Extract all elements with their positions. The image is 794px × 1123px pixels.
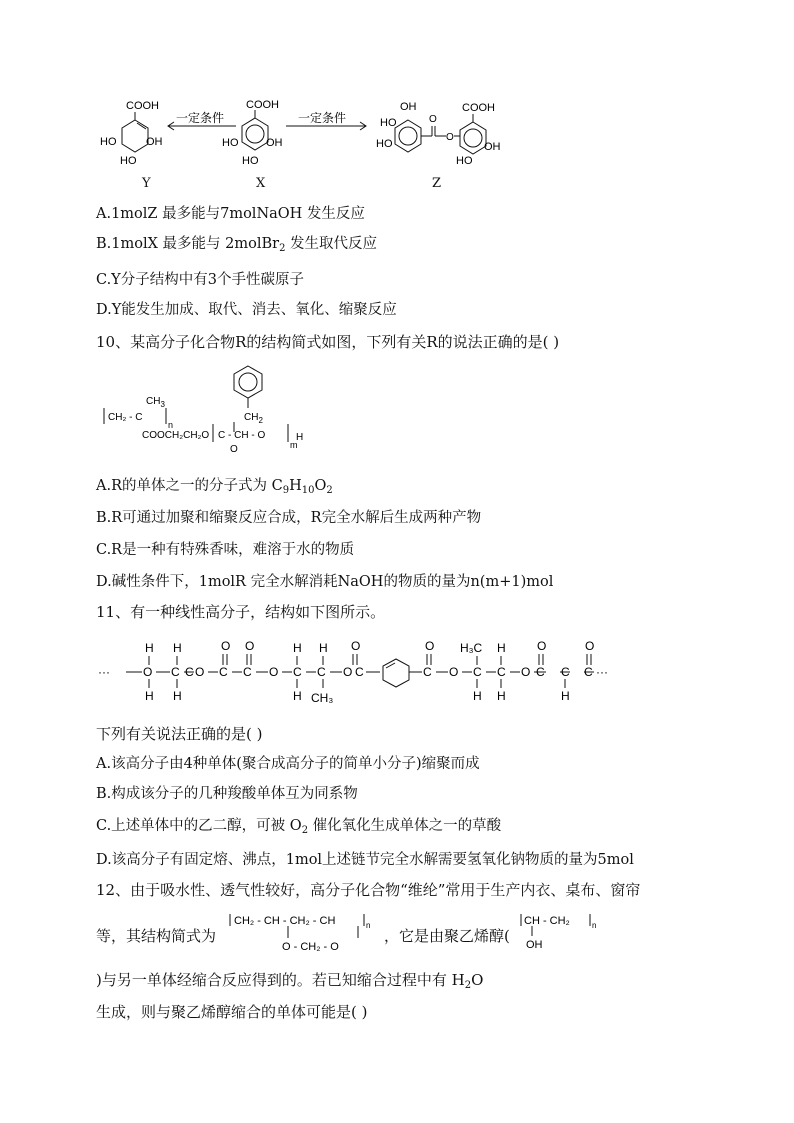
- q10-option-a: [96, 476, 333, 501]
- vinylon-bottom: O - CH₂ - O: [282, 941, 339, 953]
- molecule-z: [395, 114, 486, 154]
- q9-option-b-tail: 发生取代反应: [285, 236, 378, 252]
- svg-text:C: C: [584, 665, 593, 679]
- svg-text:O: O: [351, 639, 361, 653]
- q10-m: m: [290, 440, 298, 450]
- svg-text:O: O: [269, 665, 279, 679]
- svg-text:O: O: [245, 639, 255, 653]
- label-y: Y: [142, 176, 151, 191]
- q10-option-a-sub2: 10: [301, 485, 315, 496]
- svg-text:H: H: [319, 641, 328, 655]
- svg-text:O: O: [425, 639, 435, 653]
- svg-text:H: H: [173, 641, 182, 655]
- q10-o: O: [230, 444, 238, 455]
- z-oh-top: OH: [400, 101, 417, 113]
- y-ho2-label: HO: [120, 155, 137, 167]
- z-ho2-label: HO: [376, 138, 393, 150]
- svg-text:O: O: [343, 665, 353, 679]
- q9-option-b: [96, 234, 377, 259]
- svg-text:···: ···: [596, 665, 608, 679]
- y-ho-label: HO: [100, 136, 117, 148]
- svg-text:C: C: [293, 665, 302, 679]
- svg-text:C: C: [536, 665, 545, 679]
- svg-text:O: O: [585, 639, 595, 653]
- q11-atoms: [98, 639, 608, 705]
- q10-option-a-mid: H: [289, 478, 302, 494]
- x-cooh-label: COOH: [246, 99, 279, 111]
- q12-stem-2b: ，它是由聚乙烯醇(: [384, 927, 510, 945]
- q10-option-a-sub3: 2: [326, 485, 333, 496]
- q10-c-link: C - CH - O: [218, 430, 266, 441]
- svg-text:O: O: [143, 665, 153, 679]
- q10-stem: 10、某高分子化合物R的结构简式如图，下列有关R的说法正确的是( ): [96, 333, 560, 351]
- svg-text:O: O: [221, 639, 231, 653]
- q10-ch3: $CH_3$: [146, 396, 165, 409]
- z-ho3-label: HO: [456, 155, 473, 167]
- svg-text:C: C: [317, 665, 326, 679]
- svg-text:C: C: [561, 665, 570, 679]
- q9-option-d: D.Y能发生加成、取代、消去、氧化、缩聚反应: [96, 302, 397, 318]
- label-z: Z: [432, 176, 442, 191]
- q10-option-b: B.R可通过加聚和缩聚反应合成，R完全水解后生成两种产物: [96, 510, 482, 526]
- q10-structure: [96, 362, 316, 462]
- q10-h: H: [296, 432, 304, 443]
- q10-option-a-pre: A.R的单体之一的分子式为 C: [96, 478, 283, 494]
- svg-text:O: O: [195, 665, 205, 679]
- q11-polymer-chain: [96, 632, 636, 712]
- svg-text:C: C: [185, 665, 194, 679]
- q10-ch2: $CH_2$: [244, 412, 263, 425]
- molecule-x: [242, 110, 268, 150]
- molecule-y: [122, 112, 148, 152]
- q9-reaction-scheme: [90, 92, 530, 192]
- vinylon-n: n: [366, 921, 371, 930]
- vinylon-top: CH₂ - CH - CH₂ - CH: [234, 915, 336, 927]
- label-x: X: [256, 176, 266, 191]
- q9-option-c: C.Y分子结构中有3个手性碳原子: [96, 272, 304, 288]
- svg-text:O: O: [537, 639, 547, 653]
- svg-text:C: C: [355, 665, 364, 679]
- svg-text:H: H: [145, 689, 154, 703]
- svg-text:C: C: [497, 665, 506, 679]
- pva-n: n: [592, 921, 597, 930]
- q10-left-chain: CH₂ - C: [108, 412, 143, 423]
- svg-text:CH₃: CH₃: [311, 691, 334, 705]
- q9-option-b-sub: 2: [279, 243, 286, 254]
- q11-option-d: D.该高分子有固定熔、沸点，1mol上述链节完全水解需要氢氧化钠物质的量为5mol: [96, 852, 634, 868]
- vinylon-structure: [226, 908, 376, 956]
- q12-stem-3: [96, 970, 483, 996]
- q12-stem-1: 12、由于吸水性、透气性较好，高分子化合物“维纶”常用于生产内衣、桌布、窗帘: [96, 881, 641, 899]
- q10-n: n: [168, 420, 174, 430]
- pva-top: CH - CH₂: [524, 915, 570, 927]
- q12-stem-3-text: )与另一单体经缩合反应得到的。若已知缩合过程中有 H: [96, 971, 465, 989]
- arrow-left-label: 一定条件: [176, 111, 225, 125]
- pva-oh: OH: [526, 939, 543, 951]
- y-oh-label: OH: [146, 136, 163, 148]
- x-ho2-label: HO: [242, 155, 259, 167]
- arrow-right-label: 一定条件: [298, 111, 347, 125]
- svg-text:H: H: [293, 689, 302, 703]
- svg-text:C: C: [473, 665, 482, 679]
- q11-option-b: B.构成该分子的几种羧酸单体互为同系物: [96, 786, 358, 802]
- svg-text:H: H: [145, 641, 154, 655]
- q10-option-a-tail: O: [314, 478, 327, 494]
- svg-text:H₃C: H₃C: [460, 641, 483, 655]
- svg-text:H: H: [497, 689, 506, 703]
- q9-option-b-text: B.1molX 最多能与 2molBr: [96, 236, 280, 252]
- y-cooh-label: COOH: [126, 100, 159, 112]
- q11-option-c-sub: 2: [301, 825, 309, 836]
- z-carbonyl-o: O: [429, 114, 437, 125]
- svg-text:···: ···: [98, 665, 110, 679]
- svg-text:C: C: [171, 665, 180, 679]
- svg-text:C: C: [243, 665, 252, 679]
- pva-structure: [518, 908, 602, 952]
- z-cooh-label: COOH: [462, 102, 495, 114]
- q11-stem: 11、有一种线性高分子，结构如下图所示。: [96, 603, 386, 621]
- svg-text:H: H: [293, 641, 302, 655]
- svg-text:H: H: [173, 689, 182, 703]
- q10-option-a-sub1: 9: [282, 485, 290, 496]
- q10-option-d: D.碱性条件下，1molR 完全水解消耗NaOH的物质的量为n(m+1)mol: [96, 574, 554, 590]
- svg-text:H: H: [497, 641, 506, 655]
- z-ester-o: O: [446, 132, 454, 143]
- q9-option-a: A.1molZ 最多能与7molNaOH 发生反应: [96, 206, 365, 222]
- x-oh-label: OH: [266, 137, 283, 149]
- x-ho-label: HO: [222, 137, 239, 149]
- svg-text:C: C: [423, 665, 432, 679]
- svg-text:O: O: [521, 665, 531, 679]
- svg-text:C: C: [219, 665, 228, 679]
- q10-option-c: C.R是一种有特殊香味，难溶于水的物质: [96, 542, 355, 558]
- q10-ester: COOCH₂CH₂O: [142, 430, 210, 441]
- q11-option-c-text: C.上述单体中的乙二醇，可被 O: [96, 818, 302, 834]
- q12-stem-3-tail: O: [471, 971, 484, 989]
- q12-stem-2a: 等，其结构简式为: [96, 927, 217, 945]
- q12-stem-4: 生成，则与聚乙烯醇缩合的单体可能是( ): [96, 1003, 368, 1021]
- q11-ask: 下列有关说法正确的是( ): [96, 725, 263, 743]
- svg-text:H: H: [473, 689, 482, 703]
- z-oh-label: OH: [484, 141, 501, 153]
- q11-option-c: [96, 816, 501, 841]
- q11-option-a: A.该高分子由4种单体(聚合成高分子的简单小分子)缩聚而成: [96, 756, 480, 772]
- svg-text:H: H: [561, 689, 570, 703]
- svg-text:O: O: [449, 665, 459, 679]
- q12-stem-3-sub: 2: [464, 980, 472, 991]
- z-ho-label: HO: [380, 117, 397, 129]
- q11-option-c-tail: 催化氧化生成单体之一的草酸: [308, 818, 502, 834]
